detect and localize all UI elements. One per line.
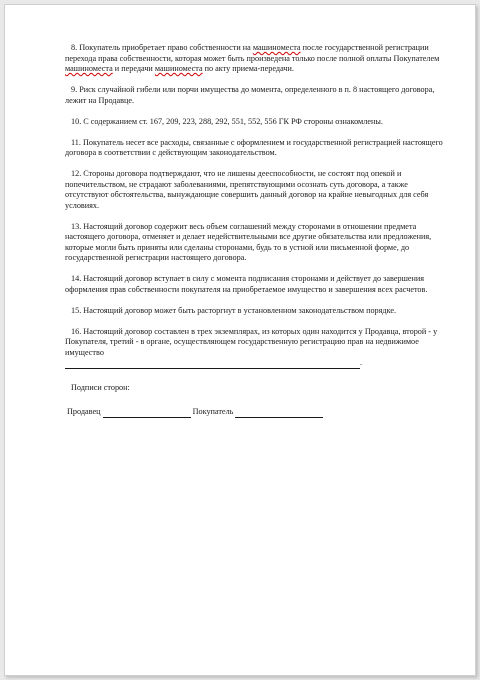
clause-paragraph: [65, 138, 445, 159]
seller-label: Продавец: [67, 407, 101, 416]
clause-paragraph: [65, 169, 445, 211]
signature-row: [65, 407, 445, 418]
signatures-heading: Подписи сторон:: [71, 382, 130, 392]
clause-paragraph: [65, 274, 445, 295]
buyer-label: Покупатель: [192, 407, 234, 416]
clause-paragraph: [65, 117, 445, 128]
clause-text: и передачи: [112, 64, 155, 73]
clauses-list: [65, 43, 445, 369]
clause-text: 15. Настоящий договор может быть расторгнут в установленном законодательством порядке.: [71, 305, 397, 315]
clause-text: 9. Риск случайной гибели или порчи имущества до момента, определенного в п. 8 настоящего договора, лежит на Продавце.: [65, 85, 435, 105]
clause-paragraph: [65, 43, 445, 75]
clause-paragraph: [65, 327, 445, 369]
clause-text: 12. Стороны договора подтверждают, что не лишены дееспособности, не состоят под опекой и попечительством, не страдают заболеваниями, препятствующими осознать суть договора, а также отсутствуют обстоятельства, вынуждающие совершить данный договор на крайне невыгодных для себя условиях.: [65, 169, 429, 210]
clause-paragraph: [65, 306, 445, 317]
clause-text: 11. Покупатель несет все расходы, связанные с оформлением и государственной регистрацией настоящего договора в соответствии с действующим законодательством.: [65, 137, 443, 157]
clause-text: 8. Покупатель приобретает право собственности на: [71, 43, 253, 52]
document-body: [65, 43, 445, 418]
clause-text: 13. Настоящий договор содержит весь объем соглашений между сторонами в отношении предмета настоящего договора, отменяет и делает недействительными все другие обязательства или предложения, которые могли быть приняты или сделаны сторонами, будь то в устной или письменной форме, до государственной регистрации настоящего договора.: [65, 221, 432, 262]
clause-text: по акту приема-передачи.: [202, 64, 294, 73]
clause-text: 14. Настоящий договор вступает в силу с момента подписания сторонами и действует до завершения оформления прав собственности покупателя на приобретаемое имущество и завершения всех расчетов.: [65, 274, 428, 294]
buyer-signature-line: [235, 409, 323, 418]
clause-text: после государственной регистрации перехода права собственности, которая может быть произведена только после полной оплаты Покупателем: [65, 43, 440, 63]
seller-signature-line: [103, 409, 191, 418]
spellcheck-flagged-word: машиноместа: [154, 64, 203, 73]
document-page: [4, 4, 476, 676]
clause-paragraph: [65, 222, 445, 264]
line-end-period: .: [360, 358, 363, 367]
spellcheck-flagged-word: машиноместа: [252, 43, 301, 52]
clause-paragraph: [65, 85, 445, 106]
spellcheck-flagged-word: машиноместа: [65, 64, 113, 73]
clause-text: 16. Настоящий договор составлен в трех экземплярах, из которых один находится у Продавца, второй - у Покупателя, третий - в органе, осуществляющем государственную регистрацию прав на недвижимое имущество: [65, 326, 438, 357]
clause-text: 10. С содержанием ст. 167, 209, 223, 288, 292, 551, 552, 556 ГК РФ стороны ознакомлены.: [71, 116, 383, 126]
fill-in-line: [65, 358, 363, 369]
